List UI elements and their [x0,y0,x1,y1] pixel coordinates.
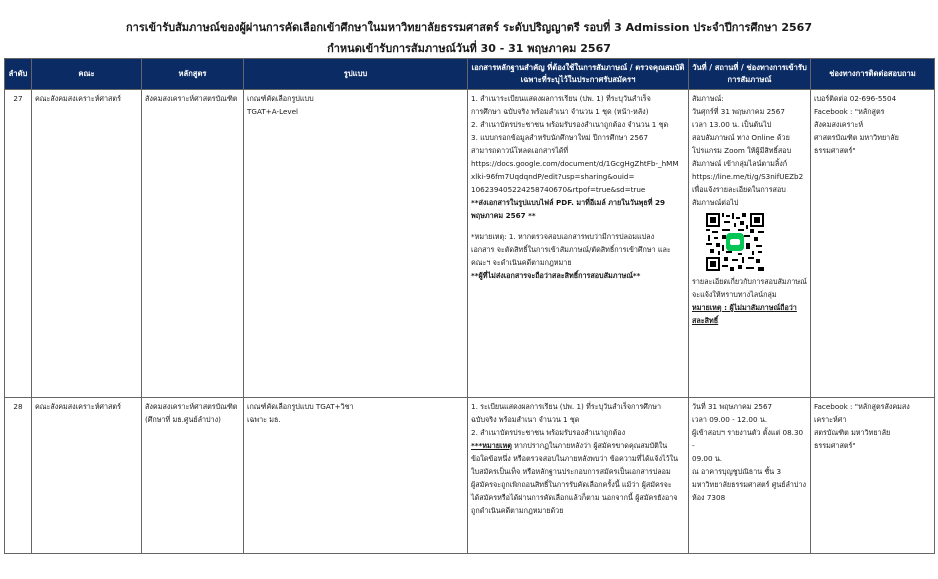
format-line: เฉพาะ มธ. [247,415,281,424]
schedule-line: โปรแกรม Zoom ให้ผู้มีสิทธิ์สอบ [692,146,792,155]
no-show-note: หมายเหตุ : ผู้ไม่มาสัมภาษณ์ถือว่า [692,303,797,312]
schedule-line: วันศุกร์ที่ 31 พฤษภาคม 2567 [692,107,785,116]
document-subtitle: กำหนดเข้ารับการสัมภาษณ์วันที่ 30 - 31 พฤษภาคม 2567 [327,42,611,55]
doc-line: 2. สำเนาบัตรประชาชน พร้อมรับรองสำเนาถูกต้อง จำนวน 1 ชุด [471,120,669,129]
document-title: การเข้ารับสัมภาษณ์ของผู้ผ่านการคัดเลือกเข้าศึกษาในมหาวิทยาลัยธรรมศาสตร์ ระดับปริญญาตรี รอบที่ 3 Admission ประจำปีการศึกษา 2567 [126,21,812,34]
schedule-line: สัมภาษณ์ต่อไป [692,198,739,207]
schedule-line: เวลา 13.00 น. เป็นต้นไป [692,120,772,129]
row-number: 27 [5,90,32,398]
contact-cell [811,398,935,554]
program-cell: สังคมสงเคราะห์ศาสตรบัณฑิต (ศึกษาที่ มธ.ศูนย์ลำปาง) [142,398,244,554]
contact-facebook: Facebook : "หลักสูตรสังคมสงเคราะห์ [814,107,885,129]
schedule-line: รายละเอียดเกี่ยวกับการสอบสัมภาษณ์ [692,277,807,286]
schedule-line: สัมภาษณ์ เข้ากลุ่มไลน์ตามลิ้งก์ [692,159,788,168]
note-line: ข้อใดข้อหนึ่ง หรือตรวจสอบในภายหลังพบว่า ข้อความที่ได้แจ้งไว้ใน [471,454,679,463]
column-header-documents: เอกสารหลักฐานสำคัญ ที่ต้องใช้ในการสัมภาษณ์ / ตรวจคุณสมบัติเฉพาะที่ระบุไว้ในประกาศรับสมัครฯ [468,59,689,90]
contact-facebook: สตรบัณฑิต มหาวิทยาลัยธรรมศาสตร์" [814,428,891,450]
contact-facebook: ศาสตรบัณฑิต มหาวิทยาลัยธรรมศาสตร์" [814,133,899,155]
form-download-link[interactable]: 106239405224258740670&rtpof=true&sd=true [471,185,646,194]
documents-cell [468,398,689,554]
schedule-line: จะแจ้งให้ทราบทางไลน์กลุ่ม [692,290,777,299]
note-line: ได้สมัครหรือได้ผ่านการคัดเลือกแล้วก็ตาม นอกจากนี้ ผู้สมัครยังอาจ [471,493,678,502]
schedule-cell [689,90,811,398]
pdf-submission-note: พฤษภาคม 2567 ** [471,211,536,220]
note-line: *หมายเหตุ: 1. หากตรวจสอบเอกสารพบว่ามีการปลอมแปลง [471,232,655,241]
table-header-row [5,59,935,90]
form-download-link[interactable]: xlki-96fm7UqdqndP/edit?usp=sharing&ouid= [471,172,635,181]
format-cell [244,398,468,554]
note-line [471,439,685,452]
schedule-line: เพื่อแจ้งรายละเอียดในการสอบ [692,185,786,194]
column-header-format: รูปแบบ [244,59,468,90]
doc-line: 2. สำเนาบัตรประชาชน พร้อมรับรองสำเนาถูกต้อง [471,428,626,437]
schedule-line: เวลา 09.00 - 12.00 น. [692,415,768,424]
schedule-line: วันที่ 31 พฤษภาคม 2567 [692,402,773,411]
note-label: ***หมายเหตุ [471,441,512,450]
column-header-program: หลักสูตร [142,59,244,90]
schedule-line: สอบสัมภาษณ์ ทาง Online ด้วย [692,133,790,142]
schedule-line: ณ อาคารบุญชูปณิธาน ชั้น 3 [692,467,782,476]
format-line: TGAT+A-Level [247,107,299,116]
pdf-submission-note: **ส่งเอกสารในรูปแบบไฟล์ PDF. มาที่อีเมล์ ภายในวันพุธที่ 29 [471,198,666,207]
schedule-line: ห้อง 7308 [692,493,726,502]
column-header-no: ลำดับ [5,59,32,90]
note-line: ผู้สมัครจะถูกเพิกถอนสิทธิ์ในการรับคัดเลือกครั้งนี้ แม้ว่า ผู้สมัครจะ [471,480,672,489]
faculty-cell: คณะสังคมสงเคราะห์ศาสตร์ [32,398,142,554]
interview-schedule-table [4,58,935,554]
schedule-line: สัมภาษณ์: [692,94,724,103]
line-qr-code-icon[interactable] [706,213,764,271]
note-line: คณะฯ จะดำเนินคดีตามกฎหมาย [471,258,572,267]
format-line: เกณฑ์คัดเลือกรูปแบบ [247,94,314,103]
note-line: ถูกดำเนินคดีตามกฎหมายด้วย [471,506,564,515]
line-group-link[interactable]: https://line.me/ti/g/S3nifUEZb2 [692,172,804,181]
table-row [5,90,935,398]
column-header-faculty: คณะ [32,59,142,90]
column-header-schedule: วันที่ / สถานที่ / ช่องทางการเข้ารับการสัมภาษณ์ [689,59,811,90]
forfeit-note: **ผู้ที่ไม่ส่งเอกสารจะถือว่าสละสิทธิ์การสอบสัมภาษณ์** [471,271,641,280]
doc-line: 3. แบบกรอกข้อมูลสำหรับนักศึกษาใหม่ ปีการศึกษา 2567 [471,133,649,142]
schedule-line: ผู้เข้าสอบฯ รายงานตัว ตั้งแต่ 08.30 - [692,428,804,450]
doc-line: 1. ระเบียนแสดงผลการเรียน (ปพ. 1) ที่ระบุวันสำเร็จการศึกษา [471,402,661,411]
table-row [5,398,935,554]
faculty-cell: คณะสังคมสงเคราะห์ศาสตร์ [32,90,142,398]
doc-line: 1. สำเนาระเบียนแสดงผลการเรียน (ปพ. 1) ที่ระบุวันสำเร็จ [471,94,651,103]
note-line: ใบสมัครเป็นเท็จ หรือหลักฐานประกอบการสมัครเป็นเอกสารปลอม [471,467,671,476]
doc-line: ฉบับจริง พร้อมสำเนา จำนวน 1 ชุด [471,415,580,424]
format-line: เกณฑ์คัดเลือกรูปแบบ TGAT+วิชา [247,402,354,411]
schedule-line: มหาวิทยาลัยธรรมศาสตร์ ศูนย์ลำปาง [692,480,807,489]
documents-cell [468,90,689,398]
schedule-line: 09.00 น. [692,454,723,463]
contact-facebook: Facebook : "หลักสูตรสังคมสงเคราะห์ศา [814,402,910,424]
contact-phone: เบอร์ติดต่อ 02-696-5504 [814,94,897,103]
form-download-link[interactable]: https://docs.google.com/document/d/1GcgHgZhtFb-_hMM [471,159,679,168]
doc-line: สามารถดาวน์โหลดเอกสารได้ที่ [471,146,569,155]
doc-line: การศึกษา ฉบับจริง พร้อมสำเนา จำนวน 1 ชุด (หน้า-หลัง) [471,107,649,116]
no-show-note: สละสิทธิ์ [692,316,719,325]
note-text: หากปรากฏในภายหลังว่า ผู้สมัครขาดคุณสมบัติใน [511,441,668,450]
note-line: เอกสาร จะตัดสิทธิ์ในการเข้าสัมภาษณ์/ตัดสิทธิ์การเข้าศึกษา และ [471,245,671,254]
schedule-cell [689,398,811,554]
contact-cell [811,90,935,398]
column-header-contact: ช่องทางการติดต่อสอบถาม [811,59,935,90]
row-number: 28 [5,398,32,554]
program-cell: สังคมสงเคราะห์ศาสตรบัณฑิต [142,90,244,398]
format-cell [244,90,468,398]
